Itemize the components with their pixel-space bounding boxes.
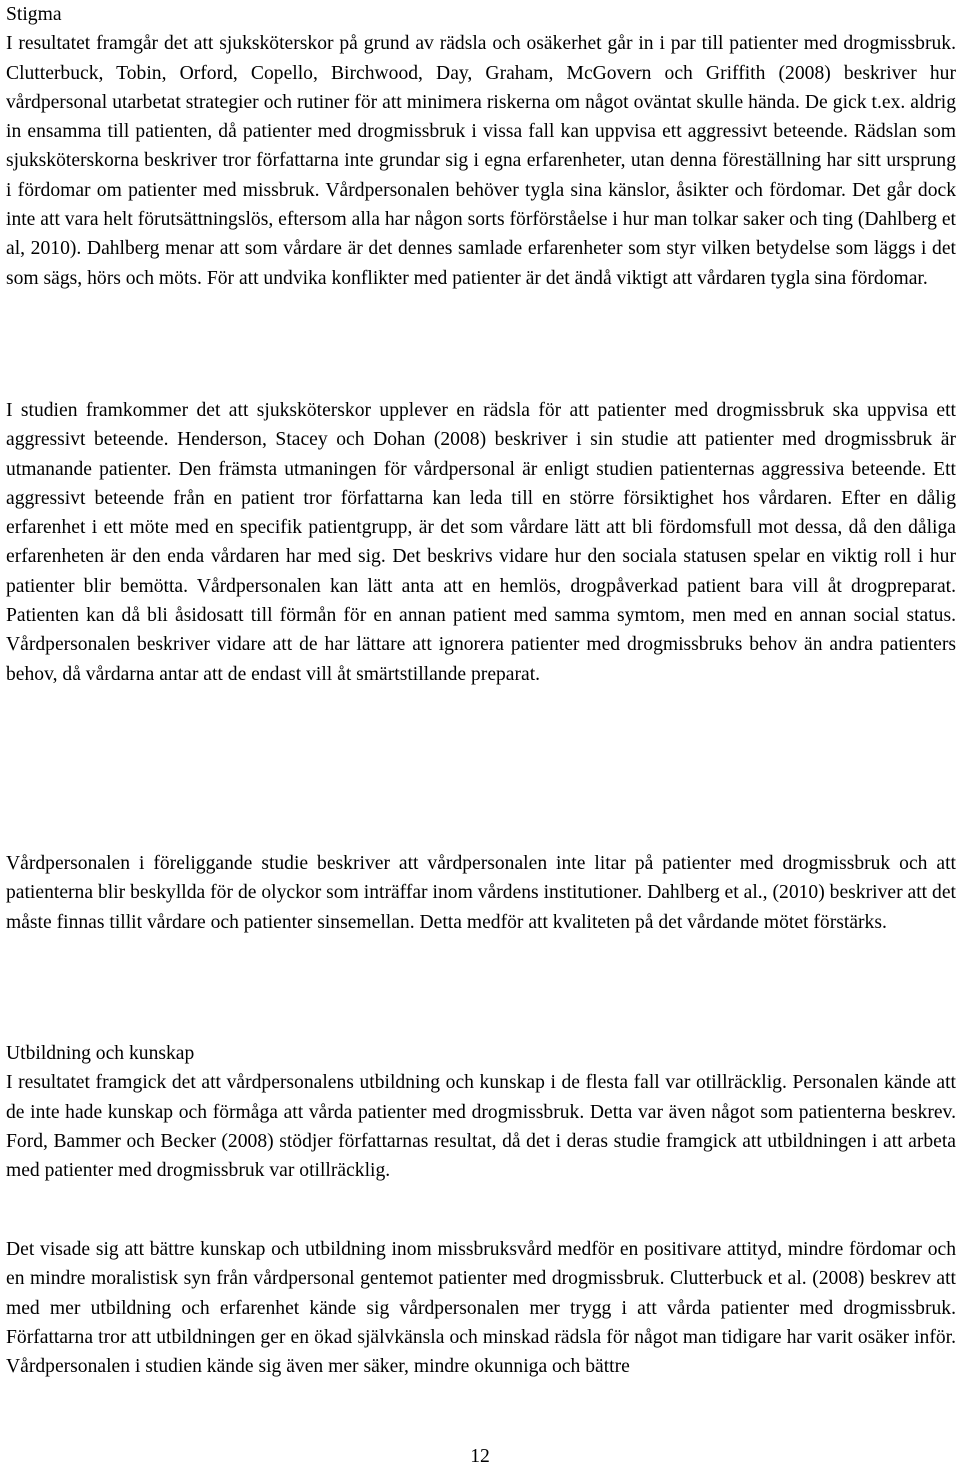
- stigma-paragraph-3: Vårdpersonalen i föreliggande studie beskriver att vårdpersonalen inte litar på patienter med drogmissbruk och att patienterna blir beskyllda för de olyckor som inträffar inom vårdens institutioner. Dahlberg et al., (2010) beskriver att det måste finnas tillit vårdare och patienter sinsemellan. Detta medför att kvaliteten på det vårdande mötet förstärks.: [6, 853, 956, 933]
- section-stigma: [6, 0, 956, 293]
- page-number: 12: [470, 1446, 490, 1467]
- utbildning-paragraph-1: I resultatet framgick det att vårdpersonalens utbildning och kunskap i de flesta fall var otillräcklig. Personalen kände att de inte hade kunskap och förmåga att vårda patienter med drogmissbruk. Detta var även något som patienterna beskrev. Ford, Bammer och Becker (2008) stödjer författarnas resultat, då det i deras studie framgick att utbildningen i att arbeta med patienter med drogmissbruk var otillräcklig.: [6, 1072, 956, 1182]
- section-heading-utbildning: Utbildning och kunskap: [6, 1043, 195, 1064]
- stigma-paragraph-2: I studien framkommer det att sjuksköterskor upplever en rädsla för att patienter med drogmissbruk ska uppvisa ett aggressivt beteende. Henderson, Stacey och Dohan (2008) beskriver i sin studie att patienter med drogmissbruk är utmanande patienter. Den främsta utmaningen för vårdpersonal är enligt studien patienternas aggressiva beteende. Ett aggressivt beteende från en patient tror författarna kan leda till en större försiktighet hos vårdaren. Efter en dålig erfarenhet i ett möte med en specifik patientgrupp, är det som vårdare lätt att bli fördomsfull mot dessa, då den dåliga erfarenheten är den enda vårdaren har med sig. Det beskrivs vidare hur den sociala statusen spelar en viktig roll i hur patienter blir bemötta. Vårdpersonalen kan lätt anta att en hemlös, drogpåverkad patient bara vill åt drogpreparat. Patienten kan då bli åsidosatt till förmån för en annan patient med samma symtom, men med en annan social status. Vårdpersonalen beskriver vidare att de har lättare att ignorera patienter med drogmissbruks behov än andra patienters behov, då vårdarna antar att de endast vill åt smärtstillande preparat.: [6, 400, 956, 685]
- section-utbildning: [6, 1039, 956, 1185]
- section-heading-stigma: Stigma: [6, 4, 62, 25]
- stigma-paragraph-1: I resultatet framgår det att sjuksköterskor på grund av rädsla och osäkerhet går in i par till patienter med drogmissbruk. Clutterbuck, Tobin, Orford, Copello, Birchwood, Day, Graham, McGovern och Griffith (2008) beskriver hur vårdpersonal utarbetat strategier och rutiner för att minimera riskerna om något oväntat skulle hända. De gick t.ex. aldrig in ensamma till patienten, då patienter med drogmissbruk i vissa fall kan uppvisa ett aggressivt beteende. Rädslan som sjuksköterskorna beskriver tror författarna inte grundar sig i egna erfarenheter, utan denna föreställning har sitt ursprung i fördomar om patienter med missbruk. Vårdpersonalen behöver tygla sina känslor, åsikter och fördomar. Det går dock inte att vara helt förutsättningslös, eftersom alla har någon sorts förförståelse i hur man tolkar saker och ting (Dahlberg et al, 2010). Dahlberg menar att som vårdare är det dennes samlade erfarenheter som styr vilken betydelse som läggs i det som sägs, hörs och möts. För att undvika konflikter med patienter är det ändå viktigt att vårdaren tygla sina fördomar.: [6, 33, 956, 289]
- utbildning-paragraph-2: Det visade sig att bättre kunskap och utbildning inom missbruksvård medför en positivare attityd, mindre fördomar och en mindre moralistisk syn från vårdpersonal gentemot patienter med drogmissbruk. Clutterbuck et al. (2008) beskrev att med mer utbildning och erfarenhet kände sig vårdpersonalen mer trygg i att vårda patienter med drogmissbruk. Författarna tror att utbildningen ger en ökad självkänsla och minskad rädsla för något man tidigare har varit osäker inför. Vårdpersonalen i studien kände sig även mer säker, mindre okunniga och bättre: [6, 1239, 956, 1378]
